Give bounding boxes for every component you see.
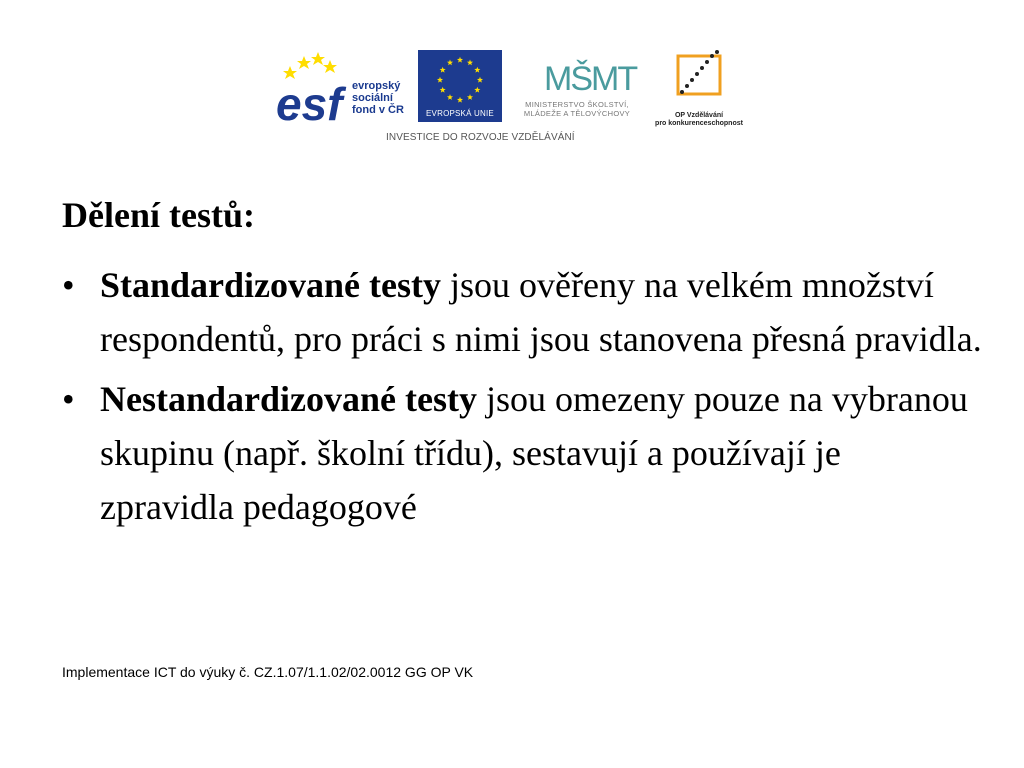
bullet-term: Standardizované testy (100, 265, 441, 305)
op-caption (648, 112, 750, 128)
esf-star-icon (311, 52, 325, 65)
esf-mark: esf (276, 78, 343, 124)
esf-text (352, 80, 404, 116)
msmt-caption-line: MINISTERSTVO ŠKOLSTVÍ, (525, 100, 629, 109)
esf-star-icon (323, 60, 337, 73)
msmt-caption-line: MLÁDEŽE A TĚLOVÝCHOVY (523, 109, 631, 118)
bullet-list (62, 258, 982, 540)
bullet-text: jsou omezeny pouze na vybranou skupinu (např. školní třídu), sestavují a používají je zpravidla pedagogové (100, 379, 968, 527)
list-item (62, 258, 982, 366)
esf-line: evropský (352, 80, 401, 92)
esf-line: fond v ČR (352, 104, 404, 116)
slide-footer: Implementace ICT do výuky č. CZ.1.07/1.1.02/02.0012 GG OP VK (62, 664, 474, 680)
logo-band (270, 44, 750, 148)
tagline: INVESTICE DO ROZVOJE VZDĚLÁVÁNÍ (386, 132, 575, 143)
msmt-caption (504, 100, 650, 118)
bullet-text: jsou ověřeny na velkém množství respondentů, pro práci s nimi jsou stanovena přesná pravidla. (100, 265, 982, 359)
msmt-mark: MŠMT (544, 60, 637, 98)
esf-star-icon (297, 56, 311, 69)
bullet-icon: • (62, 265, 75, 305)
slide-heading: Dělení testů: (62, 195, 255, 235)
bullet-icon: • (62, 379, 75, 419)
op-caption-line: pro konkurenceschopnost (655, 120, 743, 127)
bullet-term: Nestandardizované testy (100, 379, 477, 419)
eu-caption: EVROPSKÁ UNIE (418, 107, 502, 121)
esf-line: sociální (352, 92, 393, 104)
list-item (62, 372, 982, 534)
op-caption-line: OP Vzdělávání (674, 112, 724, 119)
